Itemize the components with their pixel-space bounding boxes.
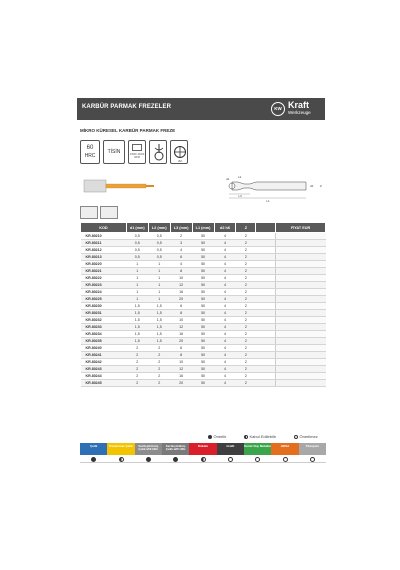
blank-cell — [256, 331, 276, 338]
spec-cell: 50 — [192, 338, 214, 345]
empty-circle-icon — [283, 457, 288, 462]
empty-circle-icon — [228, 457, 233, 462]
product-code: KR.80212 — [81, 247, 127, 254]
spec-cell: 20 — [170, 338, 192, 345]
spec-cell: 0,5 — [148, 254, 170, 261]
legend-item-not-recommended — [294, 434, 318, 439]
product-code: KR.80221 — [81, 268, 127, 275]
price-cell — [276, 366, 326, 373]
table-header-row — [81, 223, 326, 233]
spec-cell: 2 — [236, 303, 256, 310]
spec-cell: 50 — [192, 303, 214, 310]
spec-cell: 2 — [170, 233, 192, 240]
blank-cell — [256, 247, 276, 254]
speed-icon — [132, 144, 142, 151]
product-code: KR.80232 — [81, 317, 127, 324]
spec-cell: 1 — [126, 296, 148, 303]
spec-cell: 1,5 — [148, 338, 170, 345]
table-row — [81, 380, 326, 387]
spec-cell: 16 — [170, 373, 192, 380]
product-code: KR.80223 — [81, 282, 127, 289]
blank-cell — [256, 352, 276, 359]
spec-cell: 8 — [170, 310, 192, 317]
spec-cell: 50 — [192, 254, 214, 261]
spec-cell: 4 — [214, 338, 236, 345]
crosshair-icon — [173, 143, 187, 163]
product-code: KR.80231 — [81, 310, 127, 317]
spec-cell: 3 — [170, 240, 192, 247]
spec-cell: 0,5 — [126, 254, 148, 261]
d1-label: d1 — [226, 177, 230, 181]
table-row — [81, 352, 326, 359]
legend — [208, 434, 326, 442]
spec-cell: 1,5 — [148, 310, 170, 317]
price-cell — [276, 240, 326, 247]
spec-cell: 4 — [214, 240, 236, 247]
spec-cell: 1 — [126, 289, 148, 296]
spec-cell: 4 — [214, 289, 236, 296]
product-code: KR.80211 — [81, 240, 127, 247]
spec-cell: 1,5 — [148, 317, 170, 324]
blank-cell — [256, 338, 276, 345]
product-code: KR.80244 — [81, 373, 127, 380]
logo-subbrand: Werkzeuge — [288, 110, 311, 115]
table-row — [81, 275, 326, 282]
legend-item-recommended — [208, 434, 226, 439]
z-label: Z — [320, 184, 322, 188]
spec-cell: 2 — [148, 345, 170, 352]
material-symbol-row — [80, 455, 326, 463]
spec-cell: 4 — [170, 247, 192, 254]
table-row — [81, 324, 326, 331]
table-row — [81, 310, 326, 317]
price-cell — [276, 261, 326, 268]
spec-cell: 50 — [192, 275, 214, 282]
spec-cell: 4 — [214, 303, 236, 310]
table-row — [81, 338, 326, 345]
spec-cell: 2 — [126, 373, 148, 380]
spec-cell: 4 — [214, 373, 236, 380]
price-cell — [276, 247, 326, 254]
col-d2: d2 h6 — [214, 223, 236, 233]
spec-cell: 2 — [126, 359, 148, 366]
spec-cell: 8 — [170, 352, 192, 359]
full-circle-icon — [91, 457, 96, 462]
spec-cell: 4 — [214, 254, 236, 261]
material-cell: Döküm — [189, 443, 216, 455]
product-code: KR.80245 — [81, 380, 127, 387]
legend-label: Önerilir — [213, 434, 227, 439]
blank-cell — [256, 296, 276, 303]
spec-cell: 1,5 — [148, 331, 170, 338]
spec-cell: 1 — [126, 261, 148, 268]
spec-cell: 2 — [236, 324, 256, 331]
ball-nose-icon — [152, 143, 166, 163]
logo-emblem: KW — [271, 102, 285, 116]
header-title: KARBÜR PARMAK FREZELER — [82, 104, 172, 110]
price-cell — [276, 345, 326, 352]
spec-cell: 8 — [170, 268, 192, 275]
spec-cell: 0,5 — [148, 240, 170, 247]
blank-cell — [256, 373, 276, 380]
spec-cell: 2 — [236, 240, 256, 247]
blank-cell — [256, 345, 276, 352]
spec-cell: 50 — [192, 366, 214, 373]
spec-cell: 1,5 — [126, 317, 148, 324]
blank-cell — [256, 240, 276, 247]
material-cell: Titanyum — [299, 443, 326, 455]
speed-badge — [128, 140, 146, 164]
logo-brand: Kraft — [288, 100, 310, 110]
spec-cell: 6 — [170, 254, 192, 261]
coating-badge — [103, 140, 125, 164]
empty-circle-icon — [310, 457, 315, 462]
spec-cell: 1,5 — [126, 338, 148, 345]
spec-cell: 1 — [126, 275, 148, 282]
spec-cell: 10 — [170, 275, 192, 282]
l3-label: L3 — [238, 194, 242, 198]
product-code: KR.80243 — [81, 366, 127, 373]
spec-cell: 4 — [214, 275, 236, 282]
spec-cell: 2 — [148, 366, 170, 373]
blank-cell — [256, 359, 276, 366]
product-code: KR.80234 — [81, 331, 127, 338]
spec-cell: 2 — [236, 345, 256, 352]
l1-label: L1 — [266, 199, 270, 203]
spec-cell: 2 — [236, 352, 256, 359]
spec-cell: 2 — [236, 275, 256, 282]
tolerance-badge — [170, 140, 188, 164]
spec-cell: 4 — [170, 261, 192, 268]
spec-cell: 4 — [214, 233, 236, 240]
spec-cell: 4 — [214, 317, 236, 324]
spec-cell: 2 — [148, 380, 170, 387]
table-row — [81, 331, 326, 338]
material-cell: Sertleştirilmiş Çelik ≤56 HRc — [135, 443, 162, 455]
col-kod: KOD — [81, 223, 127, 233]
product-code: KR.80242 — [81, 359, 127, 366]
spec-cell: 2 — [236, 233, 256, 240]
spec-cell: 50 — [192, 359, 214, 366]
spec-cell: 1 — [148, 275, 170, 282]
spec-cell: 2 — [236, 261, 256, 268]
full-circle-icon — [146, 457, 151, 462]
hrc-badge — [80, 140, 100, 164]
blank-cell — [256, 317, 276, 324]
empty-circle-icon — [255, 457, 260, 462]
spec-cell: 2 — [126, 352, 148, 359]
table-row — [81, 359, 326, 366]
product-code: KR.80240 — [81, 345, 127, 352]
spec-cell: 2 — [236, 331, 256, 338]
spec-cell: 0,5 — [126, 247, 148, 254]
spec-cell: 50 — [192, 380, 214, 387]
legend-item-acceptable — [244, 434, 276, 439]
slot-milling-icon — [80, 206, 98, 219]
col-l1: L1 (mm) — [192, 223, 214, 233]
blank-cell — [256, 289, 276, 296]
legend-label: Önerilmez — [299, 434, 318, 439]
spec-cell: 20 — [170, 380, 192, 387]
spec-cell: 2 — [126, 345, 148, 352]
spec-cell: 4 — [214, 380, 236, 387]
spec-cell: 50 — [192, 324, 214, 331]
table-body — [81, 233, 326, 387]
spec-cell: 2 — [236, 296, 256, 303]
material-cell: Çelik — [80, 443, 107, 455]
spec-cell: 1 — [148, 261, 170, 268]
spec-cell: 4 — [214, 359, 236, 366]
spec-cell: 50 — [192, 352, 214, 359]
table-row — [81, 345, 326, 352]
col-blank — [256, 223, 276, 233]
spec-cell: 0,5 — [148, 247, 170, 254]
spec-cell: 2 — [148, 352, 170, 359]
spec-cell: 2 — [236, 310, 256, 317]
material-cell: Grafit — [217, 443, 244, 455]
spec-cell: 2 — [236, 289, 256, 296]
table-row — [81, 268, 326, 275]
table-row — [81, 254, 326, 261]
spec-cell: 10 — [170, 359, 192, 366]
col-d1: d1 (mm) — [126, 223, 148, 233]
spec-cell: 50 — [192, 247, 214, 254]
material-cell: HRSA — [271, 443, 298, 455]
tool-photo-shank — [84, 180, 106, 192]
blank-cell — [256, 380, 276, 387]
price-cell — [276, 233, 326, 240]
spec-cell: 2 — [236, 366, 256, 373]
spec-cell: 1 — [126, 282, 148, 289]
table-row — [81, 366, 326, 373]
full-circle-icon — [208, 435, 212, 439]
hrc-value: 60 — [86, 145, 94, 151]
spec-cell: 4 — [214, 261, 236, 268]
spec-cell: 4 — [214, 268, 236, 275]
blank-cell — [256, 310, 276, 317]
table-row — [81, 282, 326, 289]
material-suitability — [80, 443, 326, 463]
tool-drawing — [80, 168, 326, 204]
price-cell — [276, 338, 326, 345]
spec-cell: 1 — [148, 296, 170, 303]
material-cell: Demir Dışı Metaller — [244, 443, 271, 455]
table-row — [81, 296, 326, 303]
spec-cell: 50 — [192, 282, 214, 289]
spec-cell: 10 — [170, 317, 192, 324]
spec-cell: 4 — [214, 282, 236, 289]
spec-cell: 1 — [148, 268, 170, 275]
spec-cell: 2 — [236, 359, 256, 366]
table-row — [81, 317, 326, 324]
spec-table — [80, 222, 326, 387]
price-cell — [276, 373, 326, 380]
spec-cell: 2 — [148, 359, 170, 366]
tool-photo-coating — [106, 184, 146, 188]
product-code: KR.80213 — [81, 254, 127, 261]
spec-cell: 16 — [170, 331, 192, 338]
table-row — [81, 373, 326, 380]
spec-cell: 1,5 — [126, 310, 148, 317]
spec-cell: 4 — [214, 310, 236, 317]
col-l2: L2 (mm) — [148, 223, 170, 233]
spec-cell: 2 — [236, 268, 256, 275]
kraft-logo — [271, 101, 325, 117]
table-row — [81, 240, 326, 247]
profile-milling-icon — [100, 206, 118, 219]
price-cell — [276, 282, 326, 289]
svg-text:Z2: Z2 — [178, 159, 182, 163]
spec-cell: 2 — [236, 247, 256, 254]
half-circle-icon — [119, 457, 124, 462]
blank-cell — [256, 268, 276, 275]
d2-label: d2 — [310, 184, 314, 188]
spec-cell: 1 — [148, 289, 170, 296]
spec-cell: 50 — [192, 296, 214, 303]
spec-cell: 1,5 — [126, 331, 148, 338]
product-code: KR.80230 — [81, 303, 127, 310]
table-row — [81, 289, 326, 296]
spec-cell: 0,5 — [148, 233, 170, 240]
spec-cell: 1 — [126, 268, 148, 275]
spec-cell: 50 — [192, 261, 214, 268]
spec-cell: 4 — [214, 345, 236, 352]
product-code: KR.80235 — [81, 338, 127, 345]
table-row — [81, 303, 326, 310]
blank-cell — [256, 254, 276, 261]
price-cell — [276, 254, 326, 261]
blank-cell — [256, 261, 276, 268]
coating-label: TİSİN — [107, 149, 121, 155]
l2-label: L2 — [238, 175, 242, 179]
price-cell — [276, 303, 326, 310]
material-cell: Paslanmaz Çelik — [107, 443, 134, 455]
blank-cell — [256, 366, 276, 373]
material-cell: Sertleştirilmiş Çelik ≤65 HRc — [162, 443, 189, 455]
col-price: FİYAT EUR — [276, 223, 326, 233]
tool-outline — [232, 182, 306, 190]
spec-cell: 50 — [192, 331, 214, 338]
product-code: KR.80210 — [81, 233, 127, 240]
product-code: KR.80224 — [81, 289, 127, 296]
spec-cell: 6 — [170, 345, 192, 352]
price-cell — [276, 296, 326, 303]
spec-cell: 50 — [192, 310, 214, 317]
spec-cell: 0,5 — [126, 240, 148, 247]
price-cell — [276, 359, 326, 366]
spec-cell: 50 — [192, 233, 214, 240]
spec-cell: 50 — [192, 289, 214, 296]
product-code: KR.80222 — [81, 275, 127, 282]
spec-cell: 50 — [192, 345, 214, 352]
product-code: KR.80241 — [81, 352, 127, 359]
spec-cell: 50 — [192, 268, 214, 275]
price-cell — [276, 310, 326, 317]
price-cell — [276, 352, 326, 359]
blank-cell — [256, 275, 276, 282]
table-row — [81, 247, 326, 254]
spec-cell: 1 — [148, 282, 170, 289]
spec-cell: 1,5 — [148, 303, 170, 310]
spec-cell: 4 — [214, 366, 236, 373]
geometry-icons — [80, 206, 118, 220]
half-circle-icon — [244, 435, 248, 439]
spec-cell: 4 — [214, 331, 236, 338]
spec-cell: 50 — [192, 317, 214, 324]
spec-cell: 2 — [236, 254, 256, 261]
spec-cell: 2 — [148, 373, 170, 380]
spec-cell: 12 — [170, 366, 192, 373]
spec-cell: 2 — [126, 366, 148, 373]
speed-text: 13500 10000 RPM — [129, 153, 145, 159]
empty-circle-icon — [294, 435, 298, 439]
spec-cell: 50 — [192, 373, 214, 380]
spec-cell: 2 — [236, 282, 256, 289]
spec-cell: 4 — [214, 352, 236, 359]
spec-cell: 1,5 — [126, 324, 148, 331]
spec-cell: 1,5 — [126, 303, 148, 310]
legend-label: Kabul Edilebilir — [249, 434, 276, 439]
spec-cell: 0,5 — [126, 233, 148, 240]
product-code: KR.80233 — [81, 324, 127, 331]
blank-cell — [256, 303, 276, 310]
spec-cell: 2 — [236, 338, 256, 345]
price-cell — [276, 275, 326, 282]
col-l3: L3 (mm) — [170, 223, 192, 233]
price-cell — [276, 324, 326, 331]
price-cell — [276, 331, 326, 338]
spec-cell: 4 — [214, 324, 236, 331]
spec-cell: 2 — [236, 317, 256, 324]
spec-cell: 4 — [214, 296, 236, 303]
spec-cell: 2 — [236, 373, 256, 380]
spec-cell: 16 — [170, 289, 192, 296]
spec-cell: 12 — [170, 282, 192, 289]
blank-cell — [256, 233, 276, 240]
spec-cell: 20 — [170, 296, 192, 303]
ball-nose-badge — [149, 140, 167, 164]
material-color-row — [80, 443, 326, 455]
price-cell — [276, 289, 326, 296]
product-subtitle: MİKRO KÜRESEL KARBÜR PARMAK FREZE — [80, 128, 176, 133]
blank-cell — [256, 282, 276, 289]
spec-cell: 4 — [214, 247, 236, 254]
half-circle-icon — [201, 457, 206, 462]
blank-cell — [256, 324, 276, 331]
spec-cell: 2 — [236, 380, 256, 387]
table-row — [81, 233, 326, 240]
spec-cell: 50 — [192, 240, 214, 247]
col-z: Z — [236, 223, 256, 233]
table-row — [81, 261, 326, 268]
price-cell — [276, 380, 326, 387]
catalog-header — [77, 98, 325, 120]
spec-cell: 12 — [170, 324, 192, 331]
product-code: KR.80220 — [81, 261, 127, 268]
tool-photo-tip — [146, 185, 154, 187]
spec-cell: 6 — [170, 303, 192, 310]
hrc-unit: HRC — [84, 153, 96, 159]
spec-cell: 2 — [126, 380, 148, 387]
price-cell — [276, 317, 326, 324]
full-circle-icon — [173, 457, 178, 462]
spec-cell: 1,5 — [148, 324, 170, 331]
price-cell — [276, 268, 326, 275]
product-code: KR.80225 — [81, 296, 127, 303]
